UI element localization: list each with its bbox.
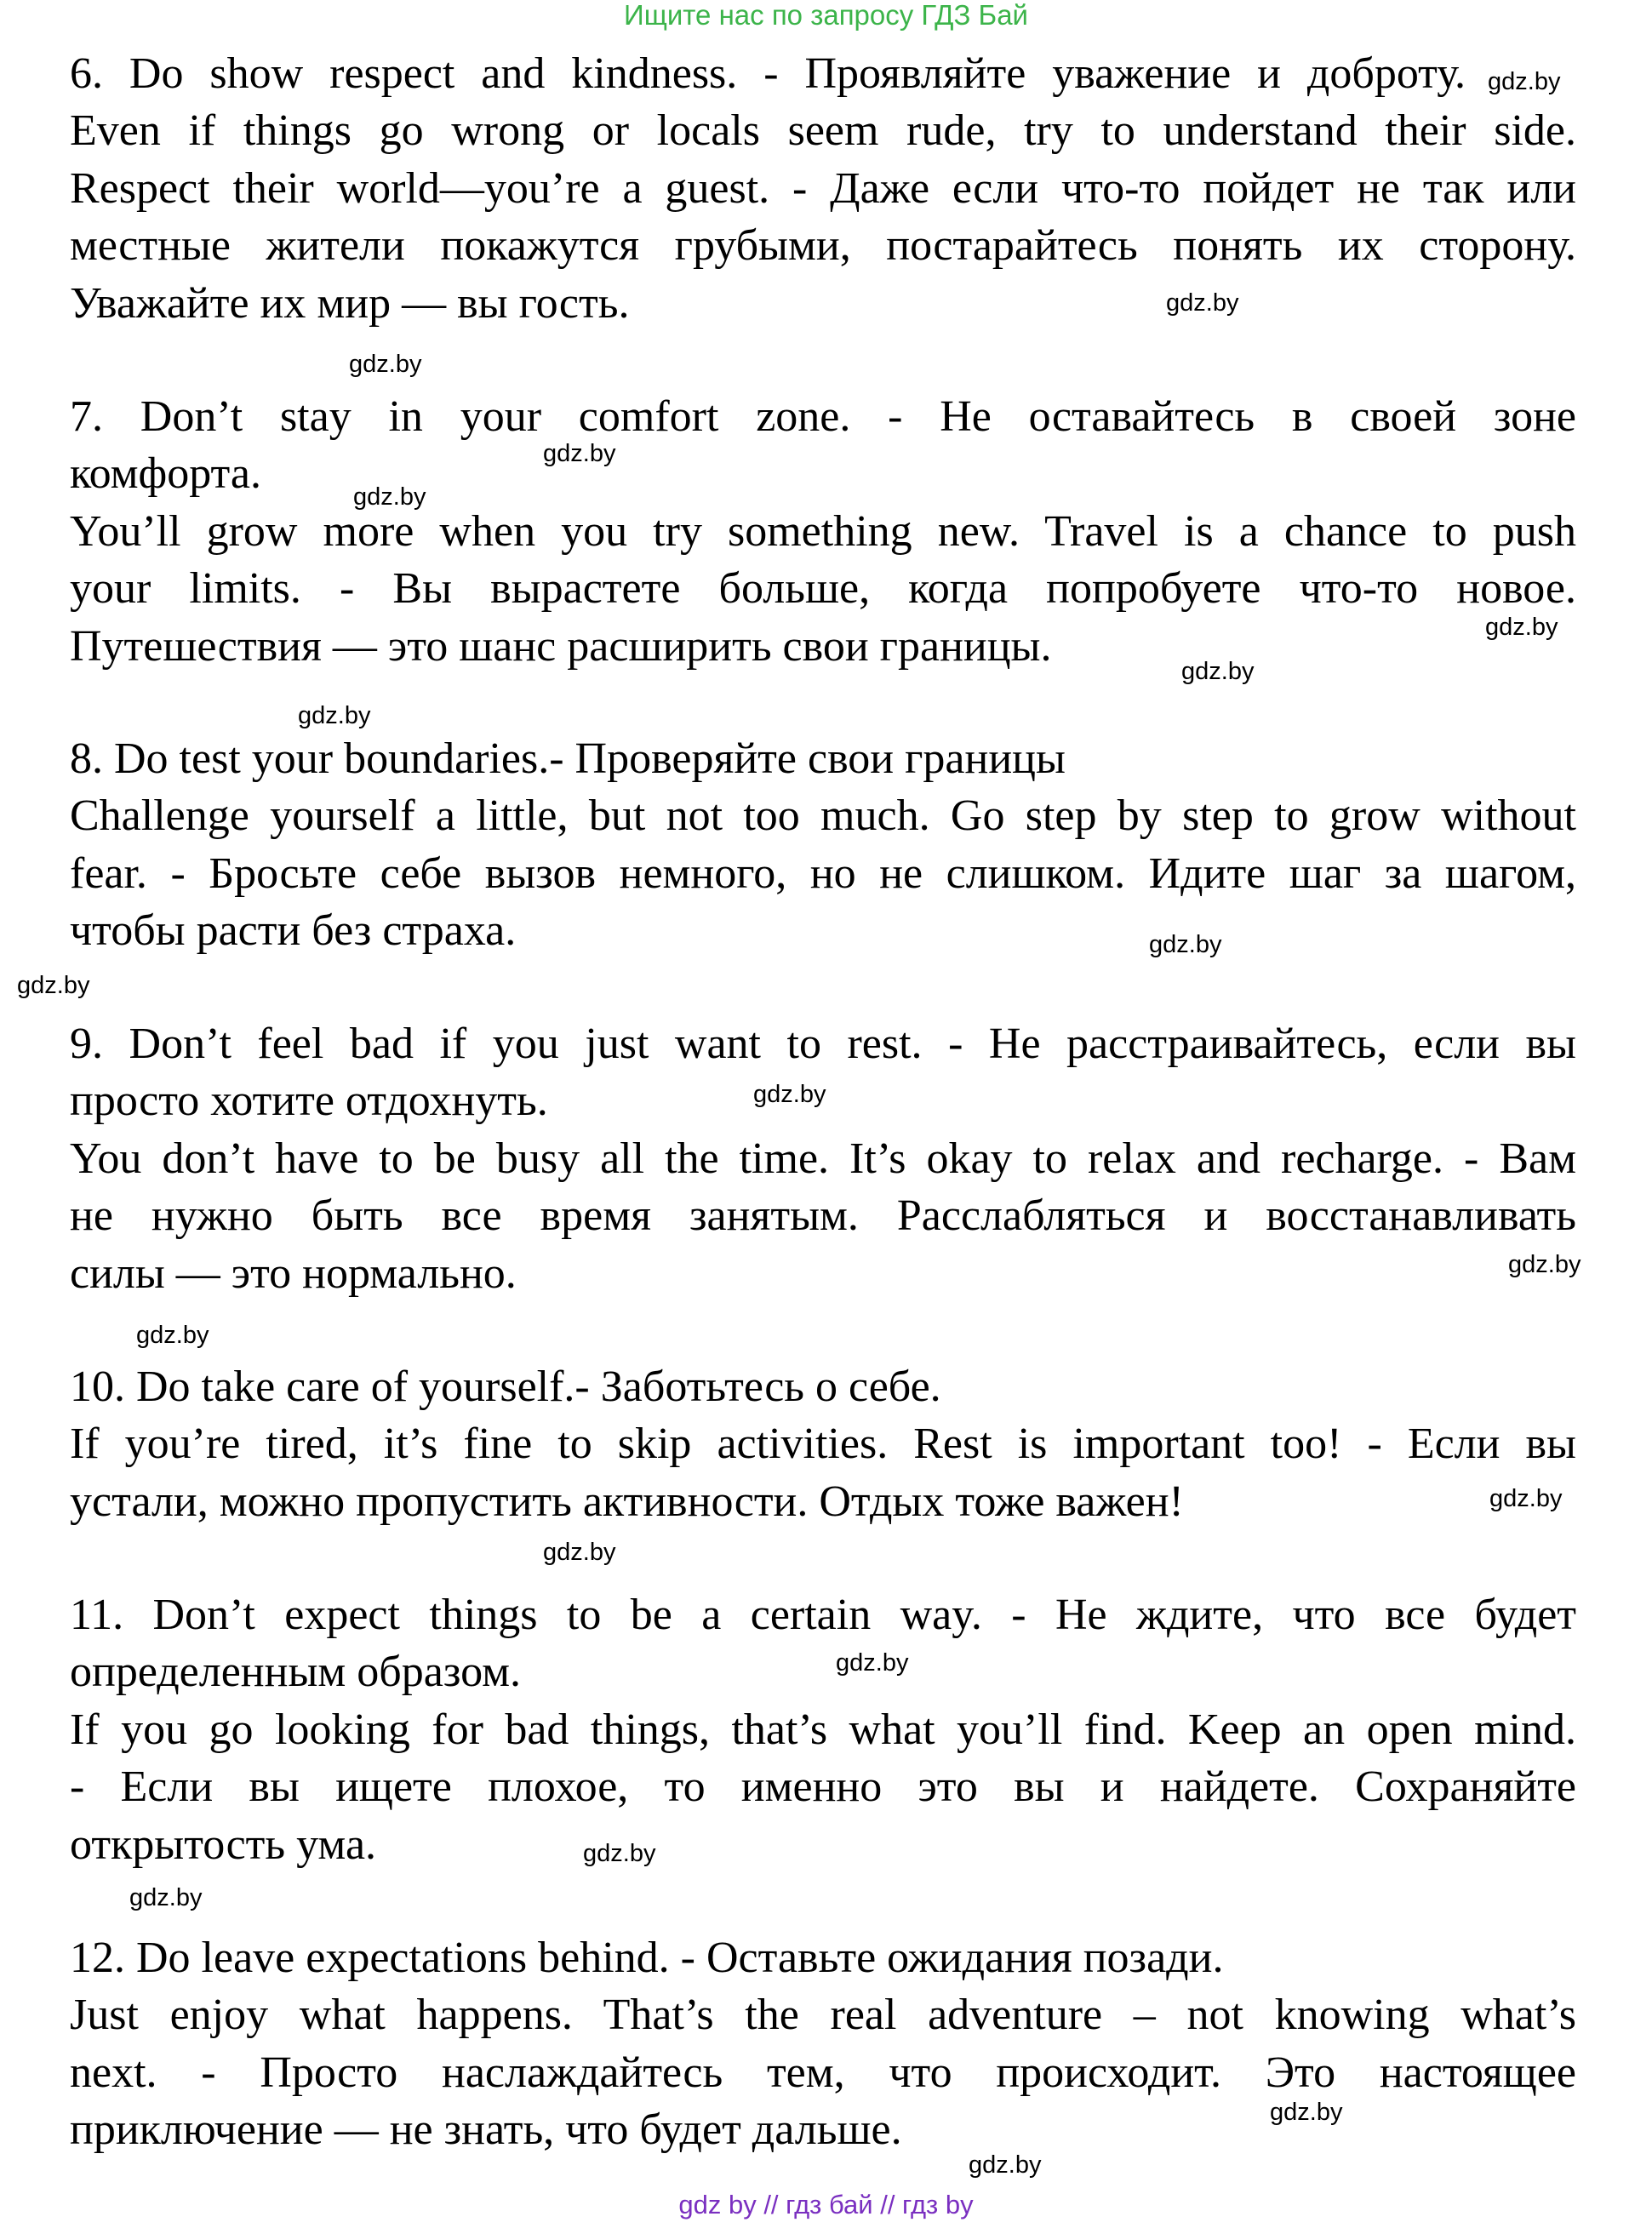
watermark: gdz.by <box>836 1649 909 1677</box>
tip-line: 10. Do take care of yourself.- Заботьтесь о себе. <box>70 1363 941 1411</box>
watermark: gdz.by <box>1181 658 1255 685</box>
watermark: gdz.by <box>353 483 426 511</box>
watermark: gdz.by <box>1270 2099 1343 2126</box>
tip-item-7 <box>70 388 1576 675</box>
watermark: gdz.by <box>349 351 422 378</box>
tip-line: You’ll grow more when you try something new. Travel is a chance to push <box>70 506 1576 556</box>
tip-item-12 <box>70 1929 1576 2159</box>
watermark: gdz.by <box>543 440 616 467</box>
tip-line: Just enjoy what happens. That’s the real adventure – not knowing what’s <box>70 1991 1576 2040</box>
watermark: gdz.by <box>1149 931 1222 958</box>
watermark: gdz.by <box>543 1539 616 1566</box>
tip-line: не нужно быть все время занятым. Расслабляться и восстанавливать <box>70 1191 1576 1241</box>
tip-line: Even if things go wrong or locals seem rude, try to understand their side. <box>70 106 1576 156</box>
tip-line: 7. Don’t stay in your comfort zone. - Не оставайтесь в своей зоне <box>70 392 1576 441</box>
watermark: gdz.by <box>129 1884 203 1911</box>
watermark: gdz.by <box>583 1840 656 1867</box>
tip-line: 6. Do show respect and kindness. - Проявляйте уважение и доброту. <box>70 49 1466 98</box>
tip-line: 12. Do leave expectations behind. - Оставьте ожидания позади. <box>70 1934 1224 1982</box>
watermark: gdz.by <box>1508 1251 1581 1278</box>
tip-line: определенным образом. <box>70 1648 521 1697</box>
tip-item-6 <box>70 45 1576 332</box>
tip-line: Уважайте их мир — вы гость. <box>70 278 630 328</box>
tip-line: открытость ума. <box>70 1820 377 1869</box>
watermark: gdz.by <box>969 2151 1042 2179</box>
watermark: gdz.by <box>1488 68 1561 95</box>
tip-line: приключение — не знать, что будет дальше. <box>70 2105 902 2155</box>
tip-line: - Если вы ищете плохое, то именно это вы и найдете. Сохраняйте <box>70 1762 1576 1812</box>
watermark: gdz.by <box>1485 614 1558 641</box>
tip-item-11 <box>70 1586 1576 1873</box>
tip-line: чтобы расти без страха. <box>70 906 517 956</box>
tip-line: your limits. - Вы вырастете больше, когда попробуете что-то новое. <box>70 564 1576 614</box>
tip-line: You don’t have to be busy all the time. It’s okay to relax and recharge. - Вам <box>70 1134 1576 1183</box>
tip-line: 11. Don’t expect things to be a certain way. - Не ждите, что все будет <box>70 1591 1576 1639</box>
tip-line: Respect their world—you’re a guest. - Даже если что-то пойдет не так или <box>70 163 1576 213</box>
tip-line: next. - Просто наслаждайтесь тем, что происходит. Это настоящее <box>70 2048 1576 2097</box>
watermark: gdz.by <box>1489 1485 1563 1512</box>
tip-item-9 <box>70 1015 1576 1302</box>
site-search-hint: Ищите нас по запросу ГДЗ Бай <box>624 0 1028 31</box>
tip-line: устали, можно пропустить активности. Отдых тоже важен! <box>70 1477 1184 1526</box>
tip-item-10 <box>70 1358 1576 1530</box>
tip-line: If you go looking for bad things, that’s what you’ll find. Keep an open mind. <box>70 1705 1576 1754</box>
watermark: gdz.by <box>136 1322 209 1349</box>
tip-line: комфорта. <box>70 449 261 499</box>
watermark: gdz.by <box>1166 289 1239 317</box>
watermark: gdz.by <box>753 1081 826 1108</box>
footer-site-links: gdz by // гдз бай // гдз by <box>678 2190 974 2219</box>
tip-line: If you’re tired, it’s fine to skip activities. Rest is important too! - Если вы <box>70 1420 1576 1469</box>
tip-line: Путешествия — это шанс расширить свои границы. <box>70 621 1052 671</box>
watermark: gdz.by <box>298 702 371 729</box>
tip-line: 9. Don’t feel bad if you just want to rest. - Не расстраивайтесь, если вы <box>70 1020 1576 1068</box>
tip-line: местные жители покажутся грубыми, постарайтесь понять их сторону. <box>70 221 1576 271</box>
tip-line: силы — это нормально. <box>70 1248 517 1298</box>
tip-line: просто хотите отдохнуть. <box>70 1077 548 1126</box>
tip-line: Challenge yourself a little, but not too much. Go step by step to grow without <box>70 791 1576 841</box>
watermark: gdz.by <box>17 972 90 999</box>
tip-item-8 <box>70 730 1576 960</box>
tip-line: 8. Do test your boundaries.- Проверяйте свои границы <box>70 734 1066 783</box>
tip-line: fear. - Бросьте себе вызов немного, но не слишком. Идите шаг за шагом, <box>70 848 1576 898</box>
